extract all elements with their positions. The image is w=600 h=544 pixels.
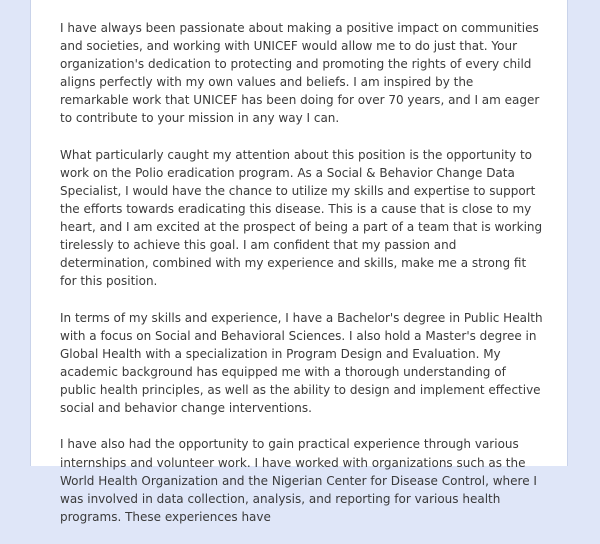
letter-paragraph-motivation: I have always been passionate about making a positive impact on communities and societies, and working with UNICEF would allow me to do just that. Your organization's dedication to protecting and promoting the rights of every child aligns perfectly with my own values and beliefs. I am inspired by the remarkable work that UNICEF has been doing for over 70 years, and I am eager to contribute to your mission in any way I can. (60, 21, 540, 126)
letter-paragraph-experience: I have also had the opportunity to gain practical experience through various internships and volunteer work. I have worked with organizations such as the World Health Organization and the Nigerian Center for Disease Control, where I was involved in data collection, analysis, and reporting for various health programs. These experiences have (60, 437, 537, 524)
letter-paragraph-polio-program: What particularly caught my attention about this position is the opportunity to work on the Polio eradication program. As a Social & Behavior Change Data Specialist, I would have the chance to utilize my skills and expertise to support the efforts towards eradicating this disease. This is a cause that is close to my heart, and I am excited at the prospect of being a part of a team that is working tirelessly to achieve this goal. I am confident that my passion and determination, combined with my experience and skills, make me a strong fit for this position. (60, 147, 543, 289)
letter-paragraph-education: In terms of my skills and experience, I have a Bachelor's degree in Public Health with a focus on Social and Behavioral Sciences. I also hold a Master's degree in Global Health with a specialization in Program Design and Evaluation. My academic background has equipped me with a thorough understanding of public health principles, as well as the ability to design and implement effective social and behavior change interventions. (60, 310, 543, 416)
cover-letter-body (60, 19, 544, 544)
